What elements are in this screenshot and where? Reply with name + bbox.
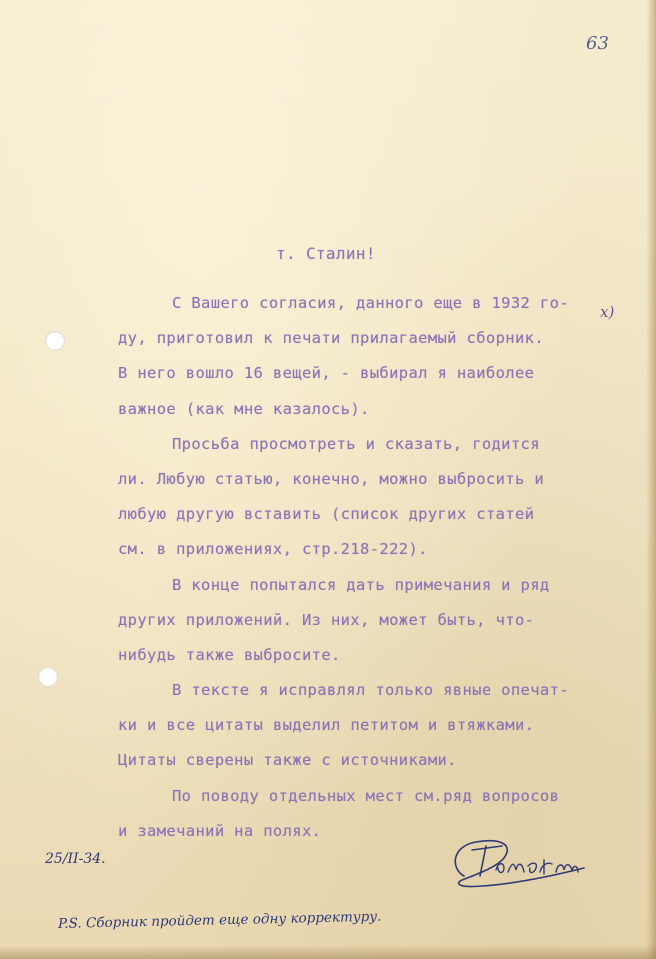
letter-body-line: В него вошло 16 вещей, - выбирал я наиболее (118, 364, 535, 383)
letter-body-line: С Вашего согласия, данного еще в 1932 го- (172, 294, 569, 312)
archive-page-number: 63 (586, 33, 609, 54)
letter-body-line: и замечаний на полях. (118, 821, 322, 840)
punch-hole-lower (38, 667, 58, 687)
letter-body-line: других приложений. Из них, может быть, что- (118, 610, 535, 629)
letter-body (118, 286, 644, 849)
letter-date: 25/II-34. (45, 851, 106, 867)
paper-edge-bottom (0, 945, 656, 959)
letter-body-line: По поводу отдельных мест см.ряд вопросов (172, 786, 560, 805)
letter-body-line: важное (как мне казалось). (118, 399, 370, 418)
letter-body-line: Просьба просмотреть и сказать, годится (172, 434, 540, 453)
footnote-mark: х) (600, 303, 615, 321)
letter-body-line: Цитаты сверены также с источниками. (118, 751, 457, 770)
letter-body-line: В конце попытался дать примечания и ряд (172, 575, 550, 594)
handwritten-signature (442, 832, 592, 892)
letter-body-line: см. в приложениях, стр.218-222). (118, 540, 428, 559)
letter-body-line: любую другую вставить (список других статей (118, 505, 535, 524)
paper-edge-right (646, 0, 656, 959)
letter-salutation: т. Сталин! (276, 244, 376, 263)
letter-body-line: ли. Любую статью, конечно, можно выбросить и (118, 469, 544, 488)
letter-body-line: нибудь также выбросите. (118, 645, 341, 664)
letter-body-line: В тексте я исправлял только явные опечат- (172, 681, 569, 700)
punch-hole-upper (45, 331, 65, 351)
handwritten-postscript: P.S. Сборник пройдет еще одну корректуру. (57, 908, 382, 932)
letter-body-line: ки и все цитаты выделил петитом и втяжками. (118, 716, 535, 735)
letter-body-line: ду, приготовил к печати прилагаемый сборник. (118, 329, 544, 348)
